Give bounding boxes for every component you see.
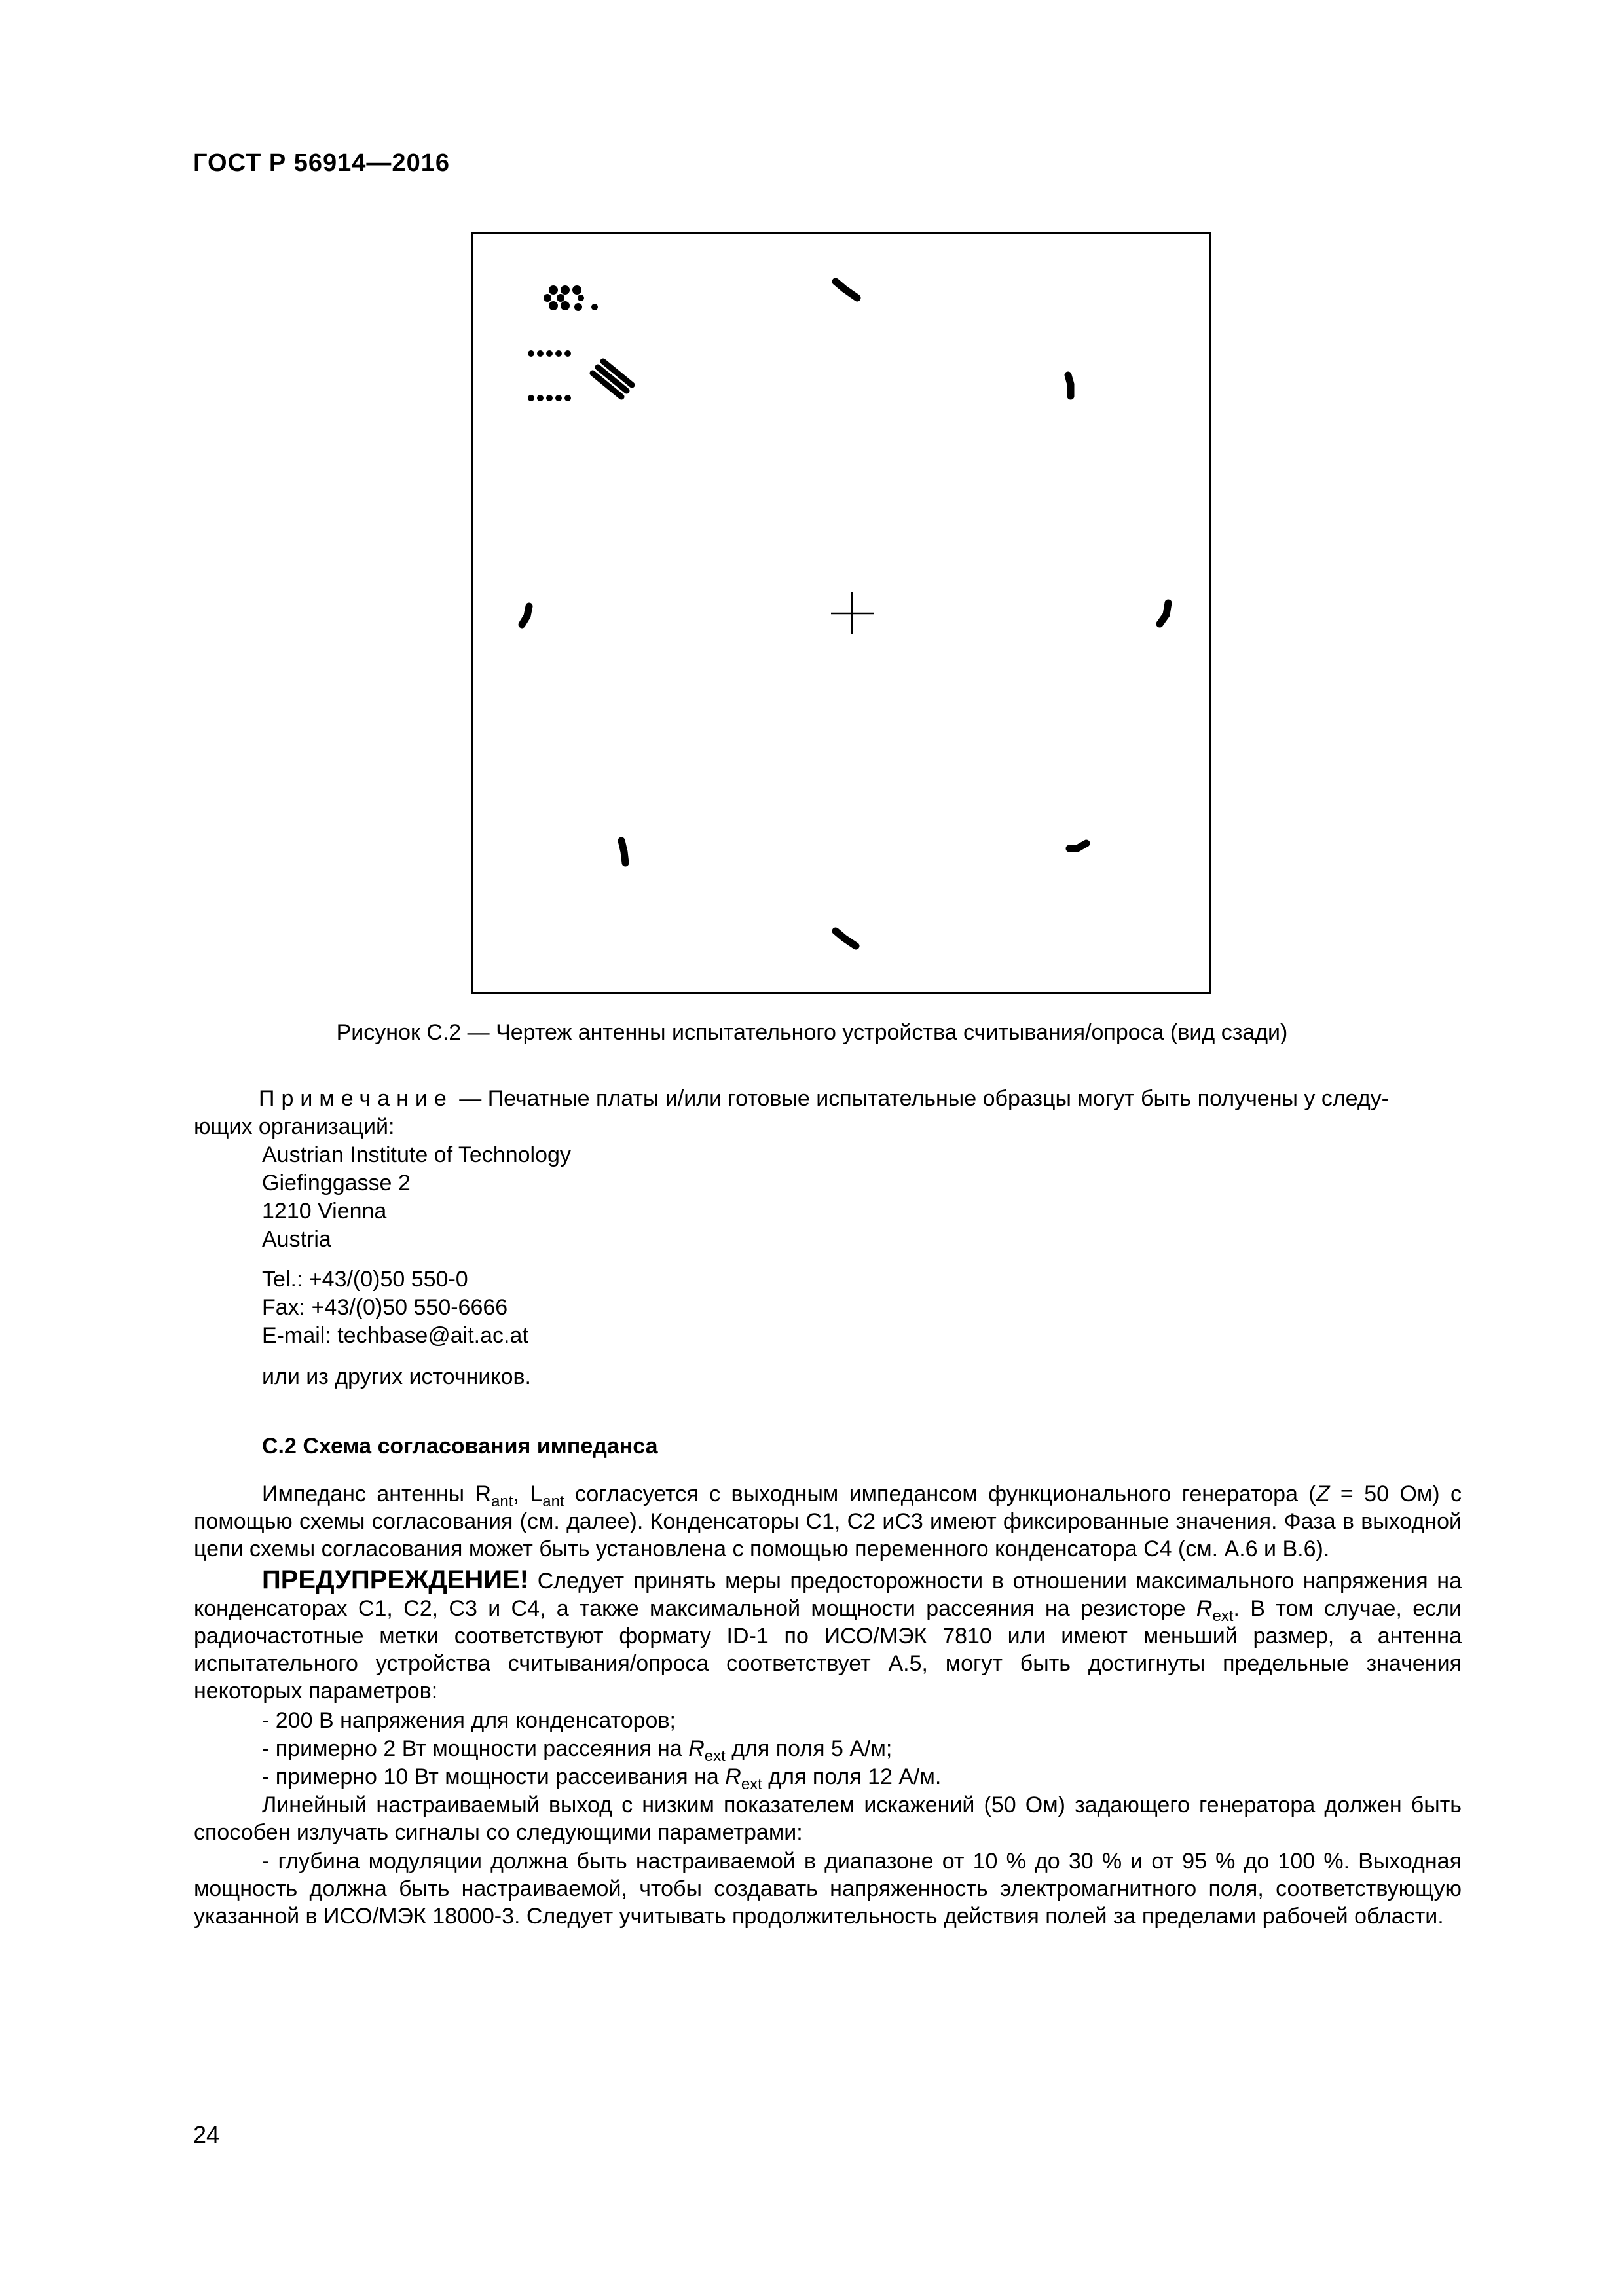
page-number: 24 [193, 2121, 220, 2148]
list-item-2-text-b: для поля 5 А/м; [725, 1736, 893, 1761]
warning-text-a: Следует принять меры предосторожности в отношении максимального напряжения на конденсаторах С1, С2, С3 и С4, а также максимальной мощности рассеяния на резисторе [194, 1569, 1462, 1621]
antenna-drawing-figure [471, 232, 1211, 994]
list-item-1: - 200 В напряжения для конденсаторов; [262, 1708, 676, 1733]
list-item-2-text-a: - примерно 2 Вт мощности рассеяния на [262, 1736, 689, 1761]
warning-paragraph [194, 1566, 1462, 1705]
list-item-2-r-subscript: ext [704, 1747, 726, 1765]
figure-caption: Рисунок С.2 — Чертеж антенны испытательного устройства считывания/опроса (вид сзади) [336, 1020, 1288, 1045]
antenna-drawing [473, 234, 1209, 992]
note-text: Печатные платы и/или готовые испытательные образцы могут быть получены у следу- [487, 1086, 1389, 1111]
warning-label: ПРЕДУПРЕЖДЕНИЕ! [262, 1565, 529, 1594]
document-header: ГОСТ Р 56914—2016 [193, 149, 450, 177]
list-item-2 [262, 1735, 893, 1765]
section-paragraph-3: - глубина модуляции должна быть настраиваемой в диапазоне от 10 % до 30 % и от 95 % до 100 %. Выходная мощность должна быть настраиваемой, чтобы создавать напряженность электромагнитного поля, соответствующую указанной в ИСО/МЭК 18000-3. Следует учитывать продолжительность действия полей за пределами рабочей области. [194, 1849, 1462, 1929]
p1-subscript-ant-1: ant [491, 1492, 513, 1510]
list-item-2-r-symbol: R [688, 1736, 705, 1761]
note-dash: — [452, 1086, 488, 1111]
p1-text-c: согласуется с выходным импедансом функционального генератора ( [564, 1482, 1316, 1506]
note-label: Примечание [259, 1086, 453, 1111]
list-item-3-r-symbol: R [725, 1764, 741, 1789]
list-item-3 [262, 1763, 941, 1791]
warning-r-symbol: R [1196, 1596, 1213, 1621]
section-paragraph-1 [194, 1480, 1462, 1563]
contact-email: E-mail: techbase@ait.ac.at [262, 1323, 528, 1348]
section-heading: С.2 Схема согласования импеданса [262, 1434, 658, 1459]
warning-r-subscript: ext [1212, 1607, 1234, 1625]
list-item-3-text-b: для поля 12 А/м. [762, 1764, 942, 1789]
p1-subscript-ant-2: ant [542, 1492, 564, 1510]
list-item-3-r-subscript: ext [741, 1775, 762, 1793]
p1-text-b: , L [513, 1482, 543, 1506]
warning-text-b: . В том случае, если радиочастотные метки соответствуют формату ID-1 по ИСО/МЭК 7810 или имеют меньший размер, а антенна испытательного устройства считывания/опроса соответствует А.5, могут быть достигнуты предельные значения некоторых параметров: [194, 1596, 1462, 1704]
contact-fax: Fax: +43/(0)50 550-6666 [262, 1295, 508, 1320]
note-line-2: ющих организаций: [194, 1114, 395, 1139]
address-line-1: Austrian Institute of Technology [262, 1142, 571, 1167]
p1-z-symbol: Z [1316, 1482, 1330, 1506]
list-item-3-text-a: - примерно 10 Вт мощности рассеивания на [262, 1764, 726, 1789]
address-line-3: 1210 Vienna [262, 1199, 387, 1224]
contact-tel: Tel.: +43/(0)50 550-0 [262, 1267, 468, 1292]
note-line-1 [259, 1085, 1462, 1112]
address-line-4: Austria [262, 1227, 331, 1252]
note-other-sources: или из других источников. [262, 1364, 532, 1389]
p1-text-d: = 50 Ом) с помощью схемы согласования (см. далее). Конденсаторы С1, С2 иС3 имеют фиксированные значения. Фаза в выходной цепи схемы согласования может быть установлена с помощью переменного конденсатора С4 (см. А.6 и В.6). [194, 1482, 1462, 1561]
address-line-2: Giefinggasse 2 [262, 1171, 411, 1195]
section-paragraph-2: Линейный настраиваемый выход с низким показателем искажений (50 Ом) задающего генератора должен быть способен излучать сигналы со следующими параметрами: [194, 1793, 1462, 1845]
p1-text-a: Импеданс антенны R [262, 1482, 492, 1506]
